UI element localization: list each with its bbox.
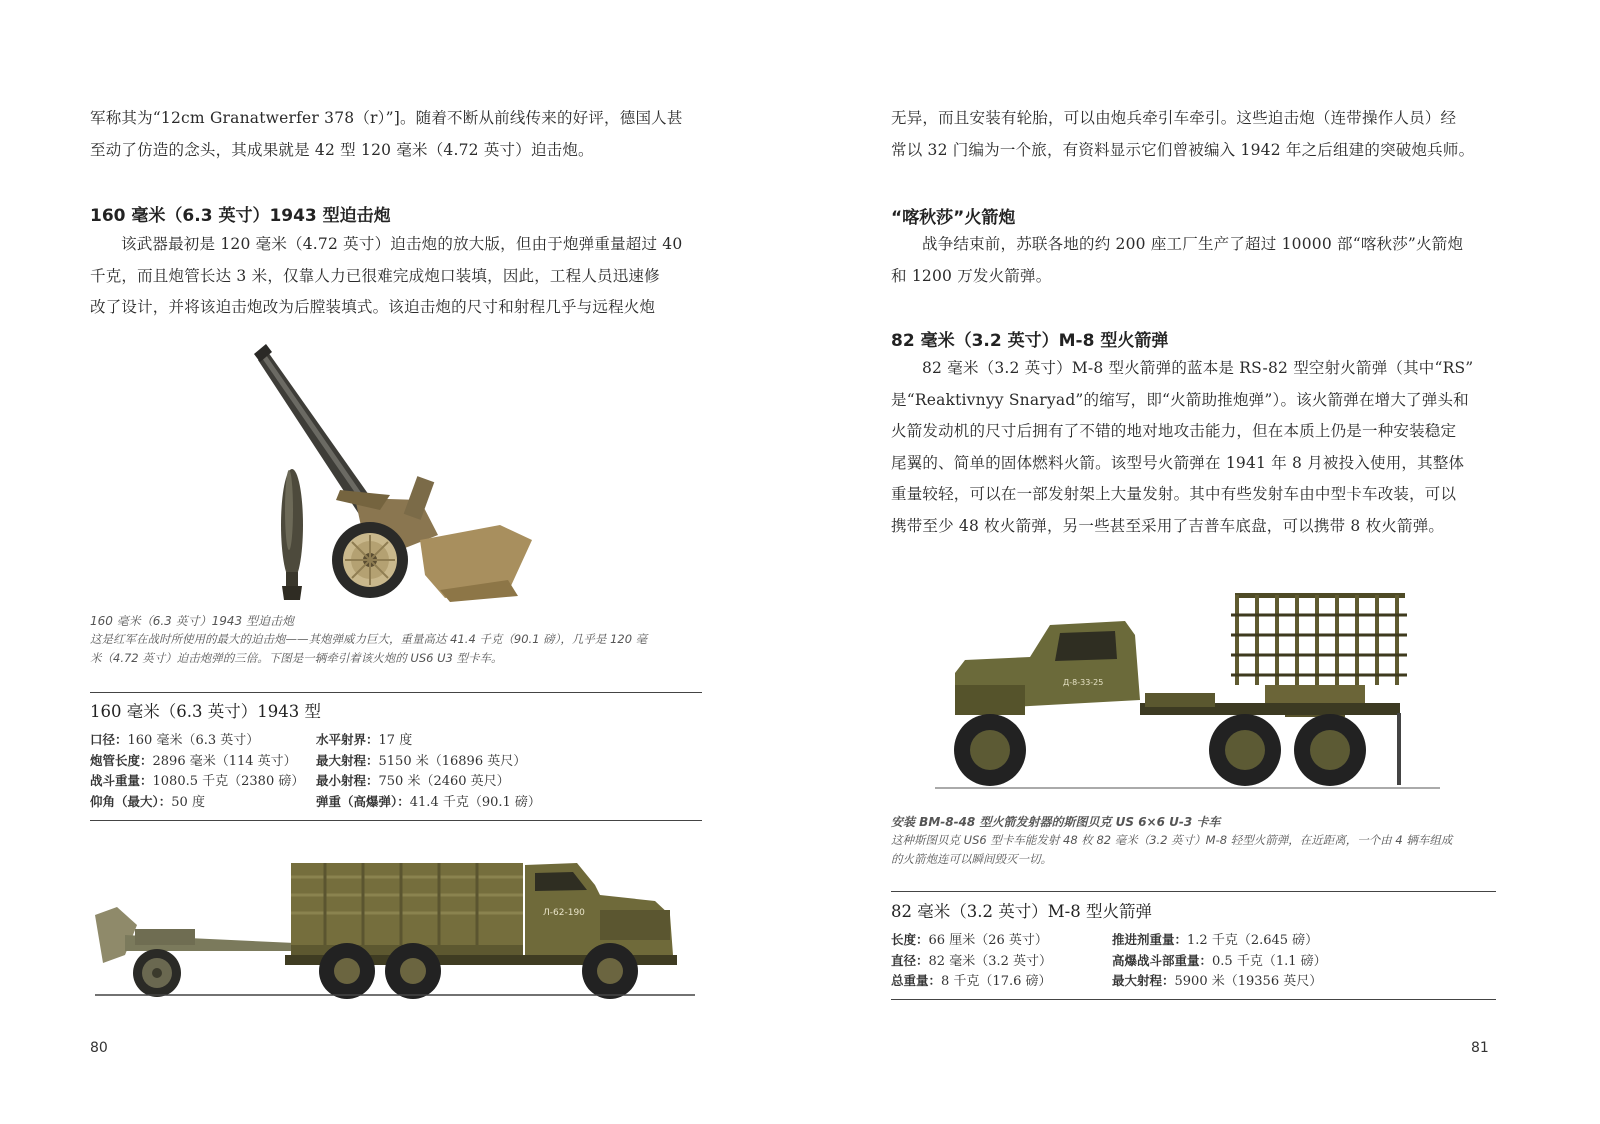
caption-line: 的火箭炮连可以瞬间毁灭一切。 [891, 852, 1052, 866]
left-intro-paragraph [90, 103, 702, 166]
spec-row: 最大射程：5900 米（19356 英尺） [1112, 973, 1323, 989]
right-section-m8-body [891, 353, 1496, 542]
body-line: 是“Reaktivnyy Snaryad”的缩写，即“火箭助推炮弹”）。该火箭弹在增大了弹头和 [891, 390, 1469, 409]
truck-wheels [954, 714, 1366, 786]
spec-row: 总重量：8 千克（17.6 磅） [891, 973, 1052, 989]
body-line: 携带至少 48 枚火箭弹，另一些甚至采用了吉普车底盘，可以携带 8 枚火箭弹。 [891, 516, 1445, 535]
body-line: 千克，而且炮管长达 3 米，仅靠人力已很难完成炮口装填，因此，工程人员迅速修 [90, 266, 660, 285]
spec-list-left [891, 930, 1111, 992]
right-spec-box [891, 898, 1496, 922]
spec-row: 高爆战斗部重量：0.5 千克（1.1 磅） [1112, 952, 1327, 969]
left-figure-caption [90, 613, 702, 668]
mortar-shell-image [281, 469, 303, 600]
right-section-m8 [891, 326, 1496, 351]
spec-row: 直径：82 毫米（3.2 英寸） [891, 952, 1052, 969]
body-line: 火箭发动机的尺寸后拥有了不错的地对地攻击能力，但在本质上仍是一种安装稳定 [891, 422, 1457, 440]
body-line: 和 1200 万发火箭弹。 [891, 266, 1052, 285]
caption-line: 这种斯图贝克 US6 型卡车能发射 48 枚 82 毫米（3.2 英寸）M-8 轻型火箭弹，在近距离，一个由 4 辆车组成 [891, 833, 1453, 847]
body-line: 战争结束前，苏联各地的约 200 座工厂生产了超过 10000 部“喀秋莎”火箭炮 [922, 235, 1464, 253]
spec-title: 82 毫米（3.2 英寸）M-8 型火箭弹 [891, 902, 1152, 921]
spec-row: 战斗重量：1080.5 千克（2380 磅） [90, 773, 305, 789]
spec-title: 160 毫米（6.3 英寸）1943 型 [90, 702, 321, 721]
right-section-katyusha [891, 203, 1496, 228]
body-line: 重量较轻，可以在一部发射架上大量发射。其中有些发射车由中型卡车改装，可以 [891, 485, 1457, 503]
mortar-illustration [260, 350, 560, 610]
left-section-body [90, 229, 702, 324]
spec-row: 炮管长度：2896 毫米（114 英寸） [90, 752, 297, 769]
spec-row: 弹重（高爆弹）：41.4 千克（90.1 磅） [316, 793, 541, 810]
spec-row: 最小射程：750 米（2460 英尺） [316, 773, 510, 789]
right-figure-caption [891, 814, 1496, 869]
right-intro-paragraph [891, 103, 1496, 166]
spec-row: 口径：160 毫米（6.3 英寸） [90, 732, 260, 748]
spec-row: 长度：66 厘米（26 英寸） [891, 932, 1048, 948]
body-line: 82 毫米（3.2 英寸）M-8 型火箭弹的蓝本是 RS-82 型空射火箭弹（其中“RS” [922, 359, 1474, 377]
rocket-launcher-image [1231, 593, 1407, 717]
body-line: 尾翼的、简单的固体燃料火箭。该型号火箭弹在 1941 年 8 月被投入使用，其整体 [891, 453, 1465, 472]
spec-row: 推进剂重量：1.2 千克（2.645 磅） [1112, 932, 1319, 948]
spec-top-rule [891, 891, 1496, 892]
spec-bottom-rule [90, 820, 702, 821]
body-line: 改了设计，并将该迫击炮改为后膛装填式。该迫击炮的尺寸和射程几乎与远程火炮 [90, 298, 656, 316]
intro-line: 常以 32 门编为一个旅，有资料显示它们曾被编入 1942 年之后组建的突破炮兵师。 [891, 140, 1475, 159]
spec-row: 仰角（最大）：50 度 [90, 793, 205, 810]
spec-list-right [316, 730, 696, 812]
spec-bottom-rule [891, 999, 1496, 1000]
intro-line: 军称其为“12cm Granatwerfer 378（r）”]。随着不断从前线传来的好评，德国人甚 [90, 109, 683, 127]
left-section-mortar-1943 [90, 201, 702, 226]
caption-line: 米（4.72 英寸）迫击炮弹的三倍。下图是一辆牵引着该火炮的 US6 U3 型卡车。 [90, 651, 503, 665]
spec-top-rule [90, 692, 702, 693]
truck-towing-mortar-illustration [95, 855, 710, 1025]
studebaker-cargo-truck-image [245, 863, 695, 999]
section-heading: 160 毫米（6.3 英寸）1943 型迫击炮 [90, 206, 391, 226]
section-heading: “喀秋莎”火箭炮 [891, 208, 1016, 228]
studebaker-launcher-truck-image [935, 621, 1440, 788]
body-line: 该武器最初是 120 毫米（4.72 英寸）迫击炮的放大版，但由于炮弹重量超过 40 [121, 235, 683, 253]
truck-marking: Д-8-33-25 [1063, 678, 1104, 687]
towed-mortar-image [95, 907, 295, 997]
right-page [800, 0, 1600, 1124]
truck-marking: Л-62-190 [543, 908, 585, 918]
intro-line: 至动了仿造的念头，其成果就是 42 型 120 毫米（4.72 英寸）迫击炮。 [90, 140, 594, 159]
bm8-rocket-truck-illustration [935, 585, 1455, 800]
right-section-katyusha-body [891, 229, 1496, 292]
spec-list-left [90, 730, 310, 812]
spec-list-right [1112, 930, 1492, 992]
caption-title: 安装 BM-8-48 型火箭发射器的斯图贝克 US 6×6 U-3 卡车 [891, 815, 1221, 829]
left-spec-box [90, 698, 702, 722]
page-number: 81 [1471, 1040, 1489, 1056]
spec-row: 水平射界：17 度 [316, 732, 413, 748]
spec-row: 最大射程：5150 米（16896 英尺） [316, 752, 527, 769]
section-heading: 82 毫米（3.2 英寸）M-8 型火箭弹 [891, 331, 1169, 351]
intro-line: 无异，而且安装有轮胎，可以由炮兵牵引车牵引。这些迫击炮（连带操作人员）经 [891, 109, 1457, 127]
caption-line: 这是红军在战时所使用的最大的迫击炮——其炮弹威力巨大，重量高达 41.4 千克（90.1 磅），几乎是 120 毫 [90, 632, 648, 646]
caption-title: 160 毫米（6.3 英寸）1943 型迫击炮 [90, 614, 294, 628]
page-number: 80 [90, 1040, 108, 1056]
